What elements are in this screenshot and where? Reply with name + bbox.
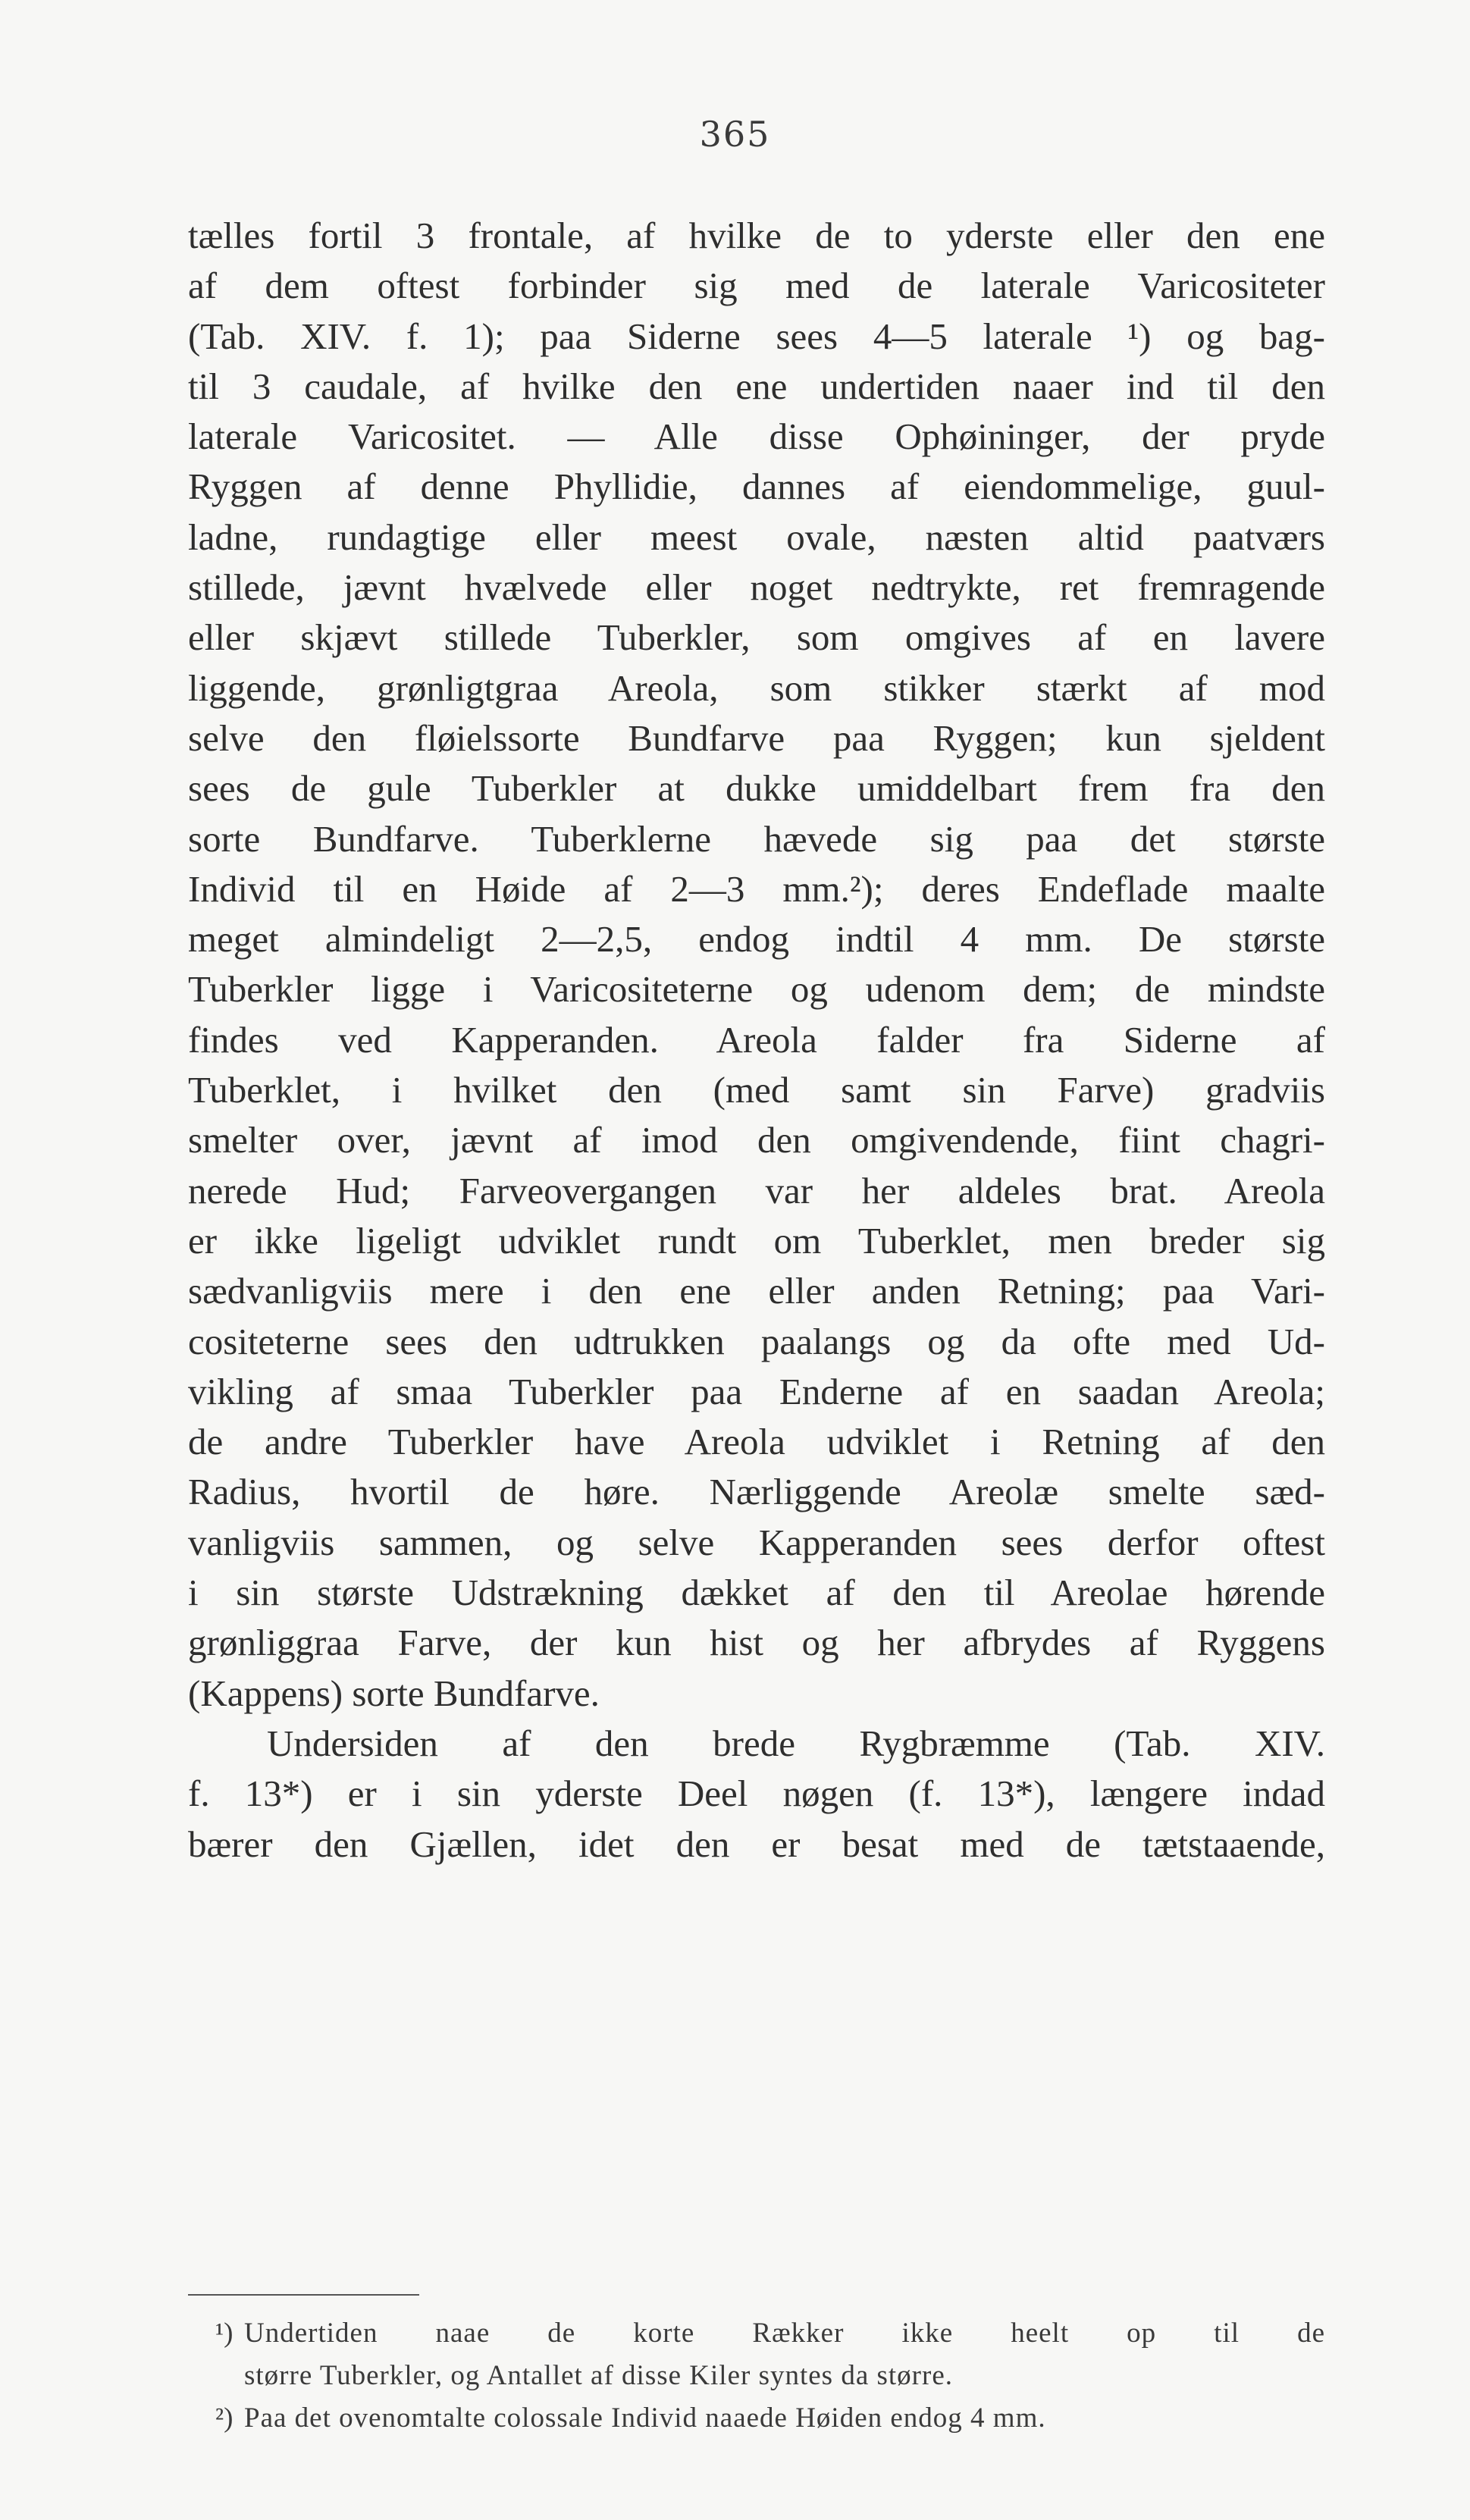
footnote-divider: [188, 2294, 419, 2296]
text-line: (Kappens) sorte Bundfarve.: [188, 1672, 600, 1714]
text-line: laterale Varicositet. — Alle disse Ophøininger, der pryde: [188, 415, 1325, 458]
text-line: til 3 caudale, af hvilke den ene undertiden naaer ind til den: [188, 365, 1325, 407]
text-line: Ryggen af denne Phyllidie, dannes af eiendommelige, guul-: [188, 465, 1325, 508]
footnote-line: Undertiden naae de korte Rækker ikke heelt op til de: [244, 2318, 1325, 2349]
text-line: findes ved Kapperanden. Areola falder fra Siderne af: [188, 1018, 1325, 1061]
text-line: af dem oftest forbinder sig med de laterale Varicositeter: [188, 265, 1325, 307]
text-line: de andre Tuberkler have Areola udviklet i Retning af den: [188, 1421, 1325, 1463]
text-line: meget almindeligt 2—2,5, endog indtil 4 mm. De største: [188, 918, 1325, 961]
text-line: cositeterne sees den udtrukken paalangs og da ofte med Ud-: [188, 1320, 1325, 1362]
text-line: i sin største Udstrækning dækket af den til Areolae hørende: [188, 1572, 1325, 1614]
footnote-line: Paa det ovenomtalte colossale Individ naaede Høiden endog 4 mm.: [244, 2402, 1046, 2434]
text-line: sædvanligviis mere i den ene eller anden Retning; paa Vari-: [188, 1270, 1325, 1312]
footnote-marker: ¹): [215, 2318, 234, 2349]
text-line: Individ til en Høide af 2—3 mm.²); deres Endeflade maalte: [188, 867, 1325, 910]
footnote: [188, 2397, 1325, 2440]
text-line: nerede Hud; Farveovergangen var her aldeles brat. Areola: [188, 1169, 1325, 1211]
page-number: 365: [699, 114, 771, 155]
text-line: liggende, grønligtgraa Areola, som stikker stærkt af mod: [188, 666, 1325, 709]
footnote-marker: ²): [215, 2402, 234, 2434]
text-line: bærer den Gjællen, idet den er besat med de tætstaaende,: [188, 1823, 1325, 1865]
text-line: vanligviis sammen, og selve Kapperanden sees derfor oftest: [188, 1521, 1325, 1563]
body-text: [188, 211, 1325, 1870]
text-line: selve den fløielssorte Bundfarve paa Ryggen; kun sjeldent: [188, 716, 1325, 759]
text-line: smelter over, jævnt af imod den omgivendende, fiint chagri-: [188, 1119, 1325, 1161]
footnotes: [188, 2312, 1325, 2440]
text-line: stillede, jævnt hvælvede eller noget nedtrykte, ret fremragende: [188, 566, 1325, 609]
text-line: er ikke ligeligt udviklet rundt om Tuberklet, men breder sig: [188, 1219, 1325, 1262]
text-line: Tuberklet, i hvilket den (med samt sin Farve) gradviis: [188, 1069, 1325, 1111]
text-line: sees de gule Tuberkler at dukke umiddelbart frem fra den: [188, 767, 1325, 810]
footnote: [188, 2312, 1325, 2397]
text-line: eller skjævt stillede Tuberkler, som omgives af en lavere: [188, 616, 1325, 659]
paragraph-start-line: Undersiden af den brede Rygbræmme (Tab. XIV.: [267, 1722, 1325, 1764]
text-line: vikling af smaa Tuberkler paa Enderne af en saadan Areola;: [188, 1370, 1325, 1412]
text-line: sorte Bundfarve. Tuberklerne hævede sig paa det største: [188, 817, 1325, 860]
text-line: tælles fortil 3 frontale, af hvilke de to yderste eller den ene: [188, 215, 1325, 256]
text-line: ladne, rundagtige eller meest ovale, næsten altid paatværs: [188, 516, 1325, 558]
text-line: Radius, hvortil de høre. Nærliggende Areolæ smelte sæd-: [188, 1471, 1325, 1513]
text-line: f. 13*) er i sin yderste Deel nøgen (f. 13*), længere indad: [188, 1772, 1325, 1815]
text-line: Tuberkler ligge i Varicositeterne og udenom dem; de mindste: [188, 968, 1325, 1011]
text-line: (Tab. XIV. f. 1); paa Siderne sees 4—5 laterale ¹) og bag-: [188, 315, 1325, 357]
text-line: grønliggraa Farve, der kun hist og her afbrydes af Ryggens: [188, 1622, 1325, 1664]
footnote-line: større Tuberkler, og Antallet af disse Kiler syntes da større.: [244, 2360, 953, 2391]
